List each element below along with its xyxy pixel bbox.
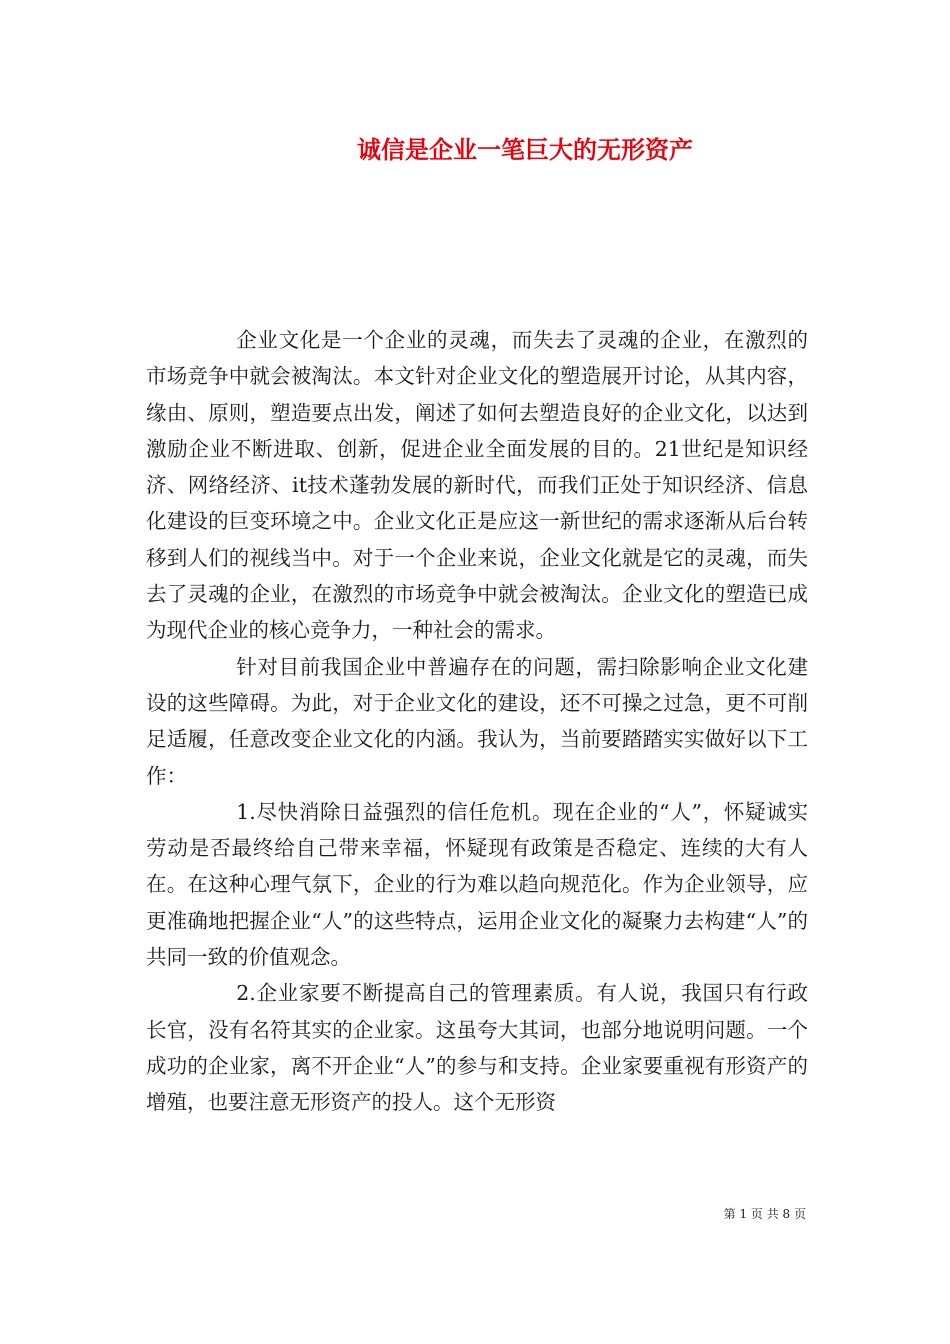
paragraph-2: 针对目前我国企业中普遍存在的问题，需扫除影响企业文化建设的这些障碍。为此，对于企业文化的建设，还不可操之过急，更不可削足适履，任意改变企业文化的内涵。我认为，当前要踏踏实实做好以下工作：: [146, 654, 808, 788]
document-title: 诚信是企业一笔巨大的无形资产: [357, 135, 693, 164]
paragraph-4: 2.企业家要不断提高自己的管理素质。有人说，我国只有行政长官，没有名符其实的企业家。这虽夸大其词，也部分地说明问题。一个成功的企业家，离不开企业“人”的参与和支持。企业家要重视有形资产的增殖，也要注意无形资产的投人。这个无形资: [146, 981, 808, 1115]
paragraph-3: 1.尽快消除日益强烈的信任危机。现在企业的“人”，怀疑诚实劳动是否最终给自己带来幸福，怀疑现有政策是否稳定、连续的大有人在。在这种心理气氛下，企业的行为难以趋向规范化。作为企业领导，应更准确地把握企业“人”的这些特点，运用企业文化的凝聚力去构建“人”的共同一致的价值观念。: [146, 799, 808, 970]
document-body: [146, 322, 808, 1121]
paragraph-1: 企业文化是一个企业的灵魂，而失去了灵魂的企业，在激烈的市场竞争中就会被淘汰。本文针对企业文化的塑造展开讨论，从其内容，缘由、原则，塑造要点出发，阐述了如何去塑造良好的企业文化，以达到激励企业不断进取、创新，促进企业全面发展的目的。21世纪是知识经济、网络经济、it技术蓬勃发展的新时代，而我们正处于知识经济、信息化建设的巨变环境之中。企业文化正是应这一新世纪的需求逐渐从后台转移到人们的视线当中。对于一个企业来说，企业文化就是它的灵魂，而失去了灵魂的企业，在激烈的市场竞争中就会被淘汰。企业文化的塑造已成为现代企业的核心竞争力，一种社会的需求。: [146, 328, 808, 643]
page-footer: 第 1 页 共 8 页: [723, 1207, 806, 1221]
